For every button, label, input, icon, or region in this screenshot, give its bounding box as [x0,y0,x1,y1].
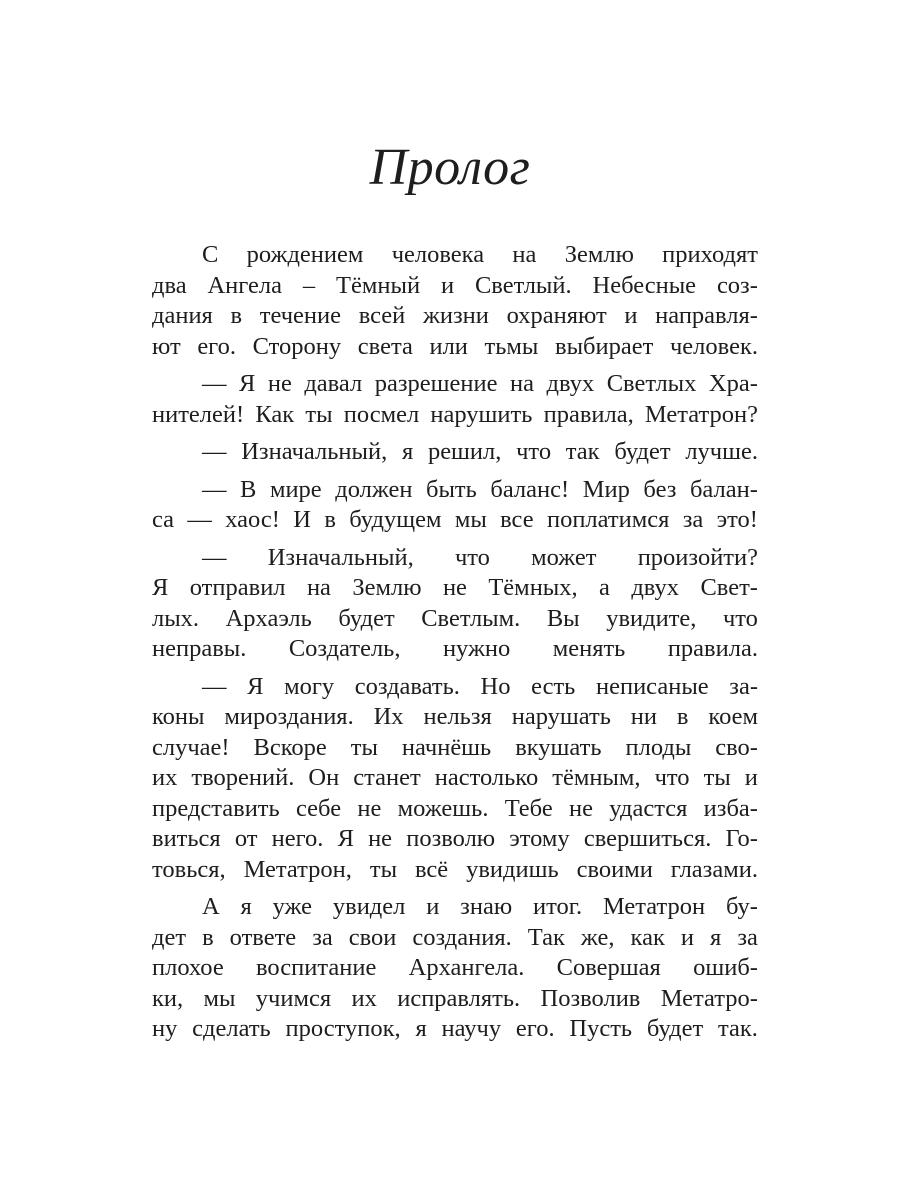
text-line: коны мироздания. Их нельзя нарушать ни в коем [152,703,758,730]
text-line: два Ангела – Тёмный и Светлый. Небесные соз- [152,271,758,299]
text-line: лых. Архаэль будет Светлым. Вы увидите, что [152,604,758,632]
text-line: товься, Метатрон, ты всё увидишь своими глазами. [152,855,758,883]
text-line: случае! Вскоре ты начнёшь вкушать плоды сво- [152,733,758,761]
text-line: неправы. Создатель, нужно менять правила. [152,635,758,662]
text-line: представить себе не можешь. Тебе не удастся изба- [152,794,758,822]
text-line: — Я могу создавать. Но есть неписаные за- [202,672,758,700]
text-line: Я отправил на Землю не Тёмных, а двух Свет- [152,574,758,601]
text-line: — Изначальный, я решил, что так будет лучше. [202,438,758,465]
chapter-title: Пролог [369,139,531,196]
paragraph [152,240,758,362]
text-line: ки, мы учимся их исправлять. Позволив Метатро- [152,984,758,1012]
text-line: С рождением человека на Землю приходят [202,241,758,268]
paragraph [152,369,758,430]
paragraph [152,892,758,1045]
text-line: дет в ответе за свои создания. Так же, как и я за [152,923,758,951]
text-line: виться от него. Я не позволю этому свершиться. Го- [152,825,758,852]
text-line: нителей! Как ты посмел нарушить правила, Метатрон? [152,400,758,428]
paragraph [152,543,758,665]
text-line: их творений. Он станет настолько тёмным, что ты и [152,764,758,791]
text-line: плохое воспитание Архангела. Совершая ошиб- [152,954,758,981]
text-line: — В мире должен быть баланс! Мир без балан- [202,475,758,503]
text-line: А я уже увидел и знаю итог. Метатрон бу- [202,893,758,920]
text-line: дания в течение всей жизни охраняют и направля- [152,302,758,329]
text-line: — Изначальный, что может произойти? [202,543,758,571]
paragraph [152,437,758,468]
text-line: са — хаос! И в будущем мы все поплатимся за это! [152,506,758,533]
text-line: ну сделать проступок, я научу его. Пусть будет так. [152,1015,758,1042]
text-line: — Я не давал разрешение на двух Светлых Хра- [202,370,758,397]
chapter-body [152,240,758,1052]
text-line: ют его. Сторону света или тьмы выбирает человек. [152,332,758,360]
paragraph [152,475,758,536]
paragraph [152,672,758,886]
